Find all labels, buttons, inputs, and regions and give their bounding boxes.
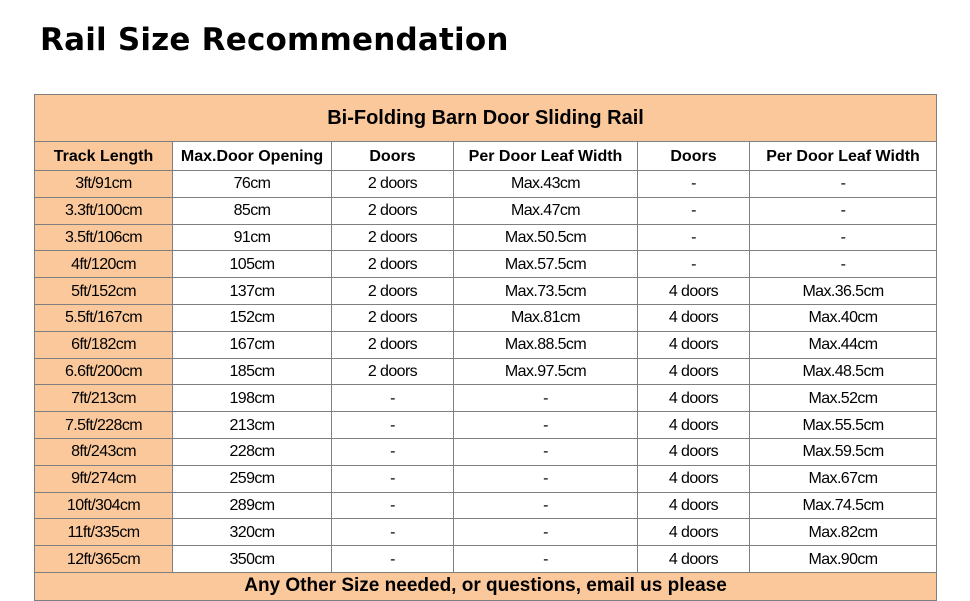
max-door-opening-cell: 228cm <box>173 438 332 465</box>
doors-2-cell: - <box>332 519 454 546</box>
max-door-opening-cell: 259cm <box>173 465 332 492</box>
doors-2-cell: 2 doors <box>332 358 454 385</box>
leaf-width-4-cell: Max.90cm <box>750 546 937 573</box>
track-length-cell: 7.5ft/228cm <box>35 412 173 439</box>
table-footer-note: Any Other Size needed, or questions, email us please <box>35 572 937 600</box>
leaf-width-4-cell: Max.67cm <box>750 465 937 492</box>
doors-2-cell: 2 doors <box>332 278 454 305</box>
track-length-cell: 9ft/274cm <box>35 465 173 492</box>
leaf-width-4-cell: Max.48.5cm <box>750 358 937 385</box>
leaf-width-2-cell: Max.81cm <box>454 304 638 331</box>
max-door-opening-cell: 105cm <box>173 251 332 278</box>
doors-2-cell: 2 doors <box>332 251 454 278</box>
doors-2-cell: - <box>332 385 454 412</box>
leaf-width-4-cell: Max.36.5cm <box>750 278 937 305</box>
table-caption: Bi-Folding Barn Door Sliding Rail <box>35 95 937 142</box>
doors-2-cell: 2 doors <box>332 171 454 198</box>
leaf-width-4-cell: Max.74.5cm <box>750 492 937 519</box>
max-door-opening-cell: 85cm <box>173 197 332 224</box>
doors-2-cell: 2 doors <box>332 197 454 224</box>
table-row <box>35 331 937 358</box>
max-door-opening-cell: 152cm <box>173 304 332 331</box>
leaf-width-2-cell: - <box>454 519 638 546</box>
leaf-width-2-cell: Max.43cm <box>454 171 638 198</box>
table-row <box>35 412 937 439</box>
track-length-cell: 6.6ft/200cm <box>35 358 173 385</box>
doors-4-cell: 4 doors <box>638 358 750 385</box>
table-row <box>35 278 937 305</box>
table-row <box>35 171 937 198</box>
doors-4-cell: 4 doors <box>638 546 750 573</box>
max-door-opening-cell: 213cm <box>173 412 332 439</box>
leaf-width-4-cell: - <box>750 171 937 198</box>
leaf-width-4-cell: Max.40cm <box>750 304 937 331</box>
table-row <box>35 465 937 492</box>
header-track-length: Track Length <box>35 142 173 171</box>
table-row <box>35 224 937 251</box>
table-row <box>35 304 937 331</box>
max-door-opening-cell: 350cm <box>173 546 332 573</box>
doors-2-cell: - <box>332 465 454 492</box>
track-length-cell: 7ft/213cm <box>35 385 173 412</box>
leaf-width-4-cell: Max.59.5cm <box>750 438 937 465</box>
table-caption-row <box>35 95 937 142</box>
doors-4-cell: 4 doors <box>638 438 750 465</box>
doors-2-cell: - <box>332 492 454 519</box>
max-door-opening-cell: 167cm <box>173 331 332 358</box>
leaf-width-4-cell: Max.52cm <box>750 385 937 412</box>
leaf-width-4-cell: - <box>750 197 937 224</box>
track-length-cell: 4ft/120cm <box>35 251 173 278</box>
doors-2-cell: - <box>332 546 454 573</box>
track-length-cell: 6ft/182cm <box>35 331 173 358</box>
leaf-width-2-cell: Max.97.5cm <box>454 358 638 385</box>
doors-4-cell: 4 doors <box>638 385 750 412</box>
track-length-cell: 12ft/365cm <box>35 546 173 573</box>
doors-2-cell: 2 doors <box>332 224 454 251</box>
max-door-opening-cell: 91cm <box>173 224 332 251</box>
table-row <box>35 438 937 465</box>
table-body <box>35 171 937 573</box>
max-door-opening-cell: 320cm <box>173 519 332 546</box>
table-row <box>35 358 937 385</box>
leaf-width-2-cell: - <box>454 385 638 412</box>
header-leaf-width-2: Per Door Leaf Width <box>454 142 638 171</box>
track-length-cell: 10ft/304cm <box>35 492 173 519</box>
leaf-width-2-cell: Max.88.5cm <box>454 331 638 358</box>
table-row <box>35 251 937 278</box>
leaf-width-4-cell: Max.82cm <box>750 519 937 546</box>
max-door-opening-cell: 198cm <box>173 385 332 412</box>
leaf-width-4-cell: - <box>750 224 937 251</box>
leaf-width-4-cell: Max.55.5cm <box>750 412 937 439</box>
track-length-cell: 8ft/243cm <box>35 438 173 465</box>
track-length-cell: 5ft/152cm <box>35 278 173 305</box>
table-row <box>35 492 937 519</box>
table-row <box>35 546 937 573</box>
max-door-opening-cell: 185cm <box>173 358 332 385</box>
doors-4-cell: 4 doors <box>638 331 750 358</box>
doors-4-cell: - <box>638 224 750 251</box>
header-doors-4: Doors <box>638 142 750 171</box>
doors-4-cell: 4 doors <box>638 465 750 492</box>
leaf-width-2-cell: - <box>454 546 638 573</box>
max-door-opening-cell: 289cm <box>173 492 332 519</box>
rail-size-table <box>34 94 937 601</box>
leaf-width-2-cell: - <box>454 438 638 465</box>
track-length-cell: 3ft/91cm <box>35 171 173 198</box>
leaf-width-4-cell: Max.44cm <box>750 331 937 358</box>
doors-4-cell: - <box>638 251 750 278</box>
table-row <box>35 385 937 412</box>
track-length-cell: 3.3ft/100cm <box>35 197 173 224</box>
doors-4-cell: - <box>638 171 750 198</box>
doors-4-cell: 4 doors <box>638 278 750 305</box>
doors-4-cell: 4 doors <box>638 412 750 439</box>
table-header-row <box>35 142 937 171</box>
leaf-width-2-cell: Max.50.5cm <box>454 224 638 251</box>
doors-2-cell: 2 doors <box>332 331 454 358</box>
leaf-width-2-cell: Max.73.5cm <box>454 278 638 305</box>
doors-4-cell: 4 doors <box>638 304 750 331</box>
doors-2-cell: 2 doors <box>332 304 454 331</box>
leaf-width-2-cell: Max.47cm <box>454 197 638 224</box>
track-length-cell: 3.5ft/106cm <box>35 224 173 251</box>
leaf-width-2-cell: - <box>454 412 638 439</box>
leaf-width-2-cell: - <box>454 465 638 492</box>
header-max-door-opening: Max.Door Opening <box>173 142 332 171</box>
table-footer-row <box>35 572 937 600</box>
leaf-width-4-cell: - <box>750 251 937 278</box>
doors-4-cell: - <box>638 197 750 224</box>
page-title: Rail Size Recommendation <box>40 22 509 58</box>
header-doors-2: Doors <box>332 142 454 171</box>
max-door-opening-cell: 76cm <box>173 171 332 198</box>
doors-4-cell: 4 doors <box>638 519 750 546</box>
leaf-width-2-cell: - <box>454 492 638 519</box>
header-leaf-width-4: Per Door Leaf Width <box>750 142 937 171</box>
doors-4-cell: 4 doors <box>638 492 750 519</box>
doors-2-cell: - <box>332 438 454 465</box>
max-door-opening-cell: 137cm <box>173 278 332 305</box>
track-length-cell: 5.5ft/167cm <box>35 304 173 331</box>
leaf-width-2-cell: Max.57.5cm <box>454 251 638 278</box>
track-length-cell: 11ft/335cm <box>35 519 173 546</box>
table-row <box>35 197 937 224</box>
table-row <box>35 519 937 546</box>
doors-2-cell: - <box>332 412 454 439</box>
